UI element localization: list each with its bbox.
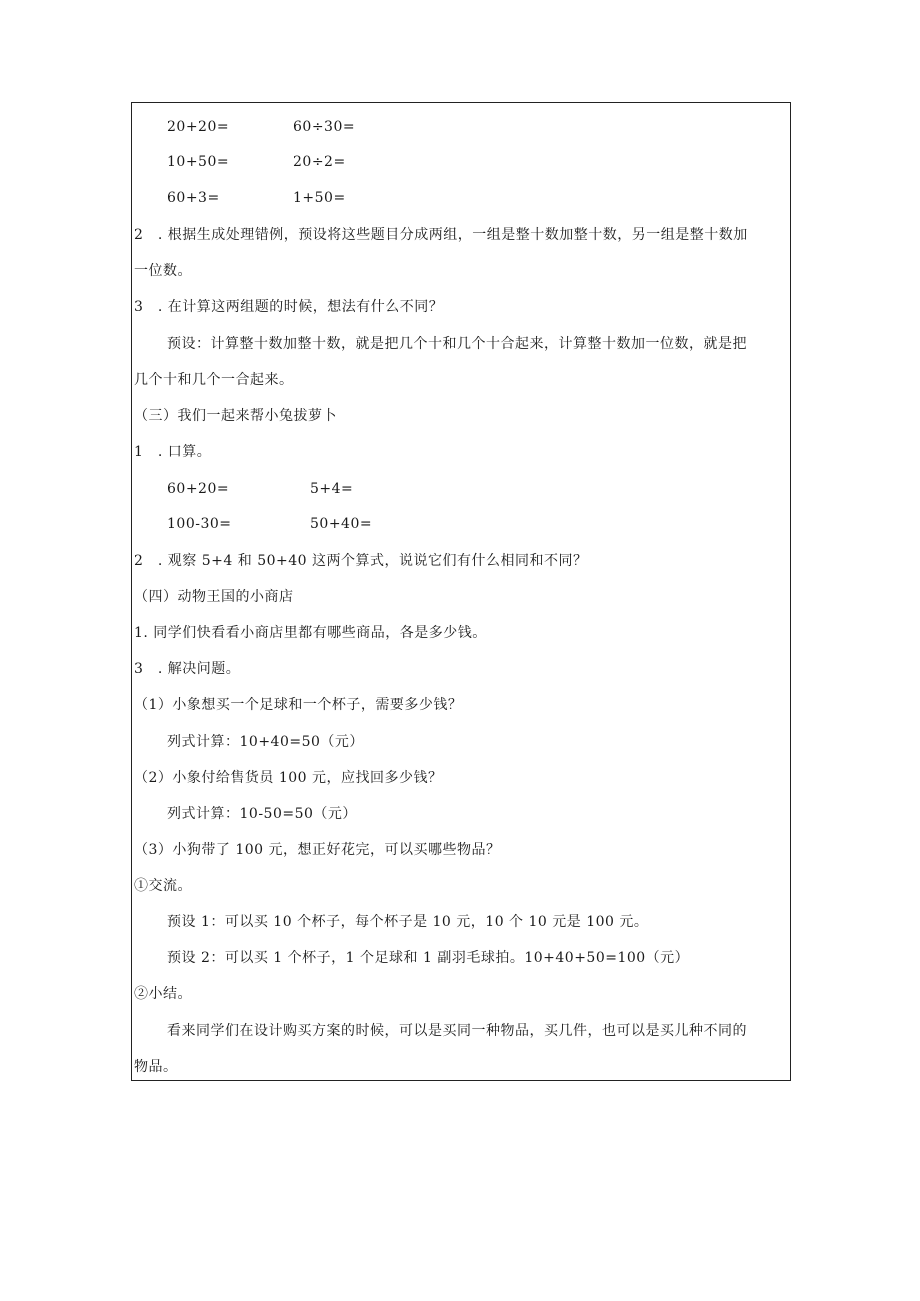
calc-expression: 5+4= — [310, 481, 354, 497]
section-heading-3: （三）我们一起来帮小兔拔萝卜 — [134, 408, 337, 424]
calc-row-3 — [167, 189, 346, 207]
question-2: （2）小象付给售货员 100 元，应找回多少钱？ — [134, 770, 443, 786]
oral-item: 1 . 口算。 — [134, 444, 212, 460]
oral-row-2 — [167, 515, 373, 533]
summary-paragraph: 看来同学们在设计购买方案的时候，可以是买同一种物品，买几件，也可以是买儿种不同的 — [167, 1023, 747, 1039]
question-3: （3）小狗带了 100 元，想正好花完，可以买哪些物品？ — [134, 842, 501, 858]
paragraph-item-2: 2 . 根据生成处理错例，预设将这些题目分成两组，一组是整十数加整十数，另一组是整十数加 — [134, 227, 748, 243]
paragraph-item-2-cont: 一位数。 — [134, 263, 192, 279]
question-2-calc: 列式计算：10-50=50（元） — [167, 806, 357, 822]
calc-row-1 — [167, 118, 356, 136]
question-1: （1）小象想买一个足球和一个杯子，需要多少钱？ — [134, 697, 463, 713]
calc-expression: 50+40= — [310, 516, 373, 532]
preset-1: 预设 1：可以买 10 个杯子，每个杯子是 10 元，10 个 10 元是 100 元。 — [167, 914, 649, 930]
preset-2: 预设 2：可以买 1 个杯子，1 个足球和 1 副羽毛球拍。10+40+50=100（元） — [167, 950, 690, 966]
shop-item-1: 1. 同学们快看看小商店里都有哪些商品，各是多少钱。 — [134, 625, 487, 641]
observe-item: 2 . 观察 5+4 和 50+40 这两个算式，说说它们有什么相同和不同？ — [134, 553, 588, 569]
paragraph-item-3: 3 . 在计算这两组题的时候，想法有什么不同？ — [134, 299, 444, 315]
preset-paragraph: 预设：计算整十数加整十数，就是把几个十和几个十合起来，计算整十数加一位数，就是把 — [167, 336, 747, 352]
calc-expression: 10+50= — [167, 154, 230, 170]
summary-item: ②小结。 — [134, 986, 192, 1002]
oral-row-1 — [167, 480, 354, 498]
calc-expression: 20÷2= — [293, 154, 346, 170]
calc-expression: 1+50= — [293, 190, 346, 206]
calc-expression: 100-30= — [167, 516, 232, 532]
calc-expression: 20+20= — [167, 119, 230, 135]
calc-expression: 60+3= — [167, 190, 220, 206]
solve-item: 3 . 解决问题。 — [134, 661, 241, 677]
exchange-item: ①交流。 — [134, 878, 192, 894]
calc-expression: 60+20= — [167, 481, 230, 497]
calc-expression: 60÷30= — [293, 119, 356, 135]
preset-paragraph-cont: 几个十和几个一合起来。 — [134, 372, 294, 388]
calc-row-2 — [167, 153, 346, 171]
summary-paragraph-cont: 物品。 — [134, 1059, 178, 1075]
question-1-calc: 列式计算：10+40=50（元） — [167, 734, 364, 750]
section-heading-4: （四）动物王国的小商店 — [134, 589, 294, 605]
